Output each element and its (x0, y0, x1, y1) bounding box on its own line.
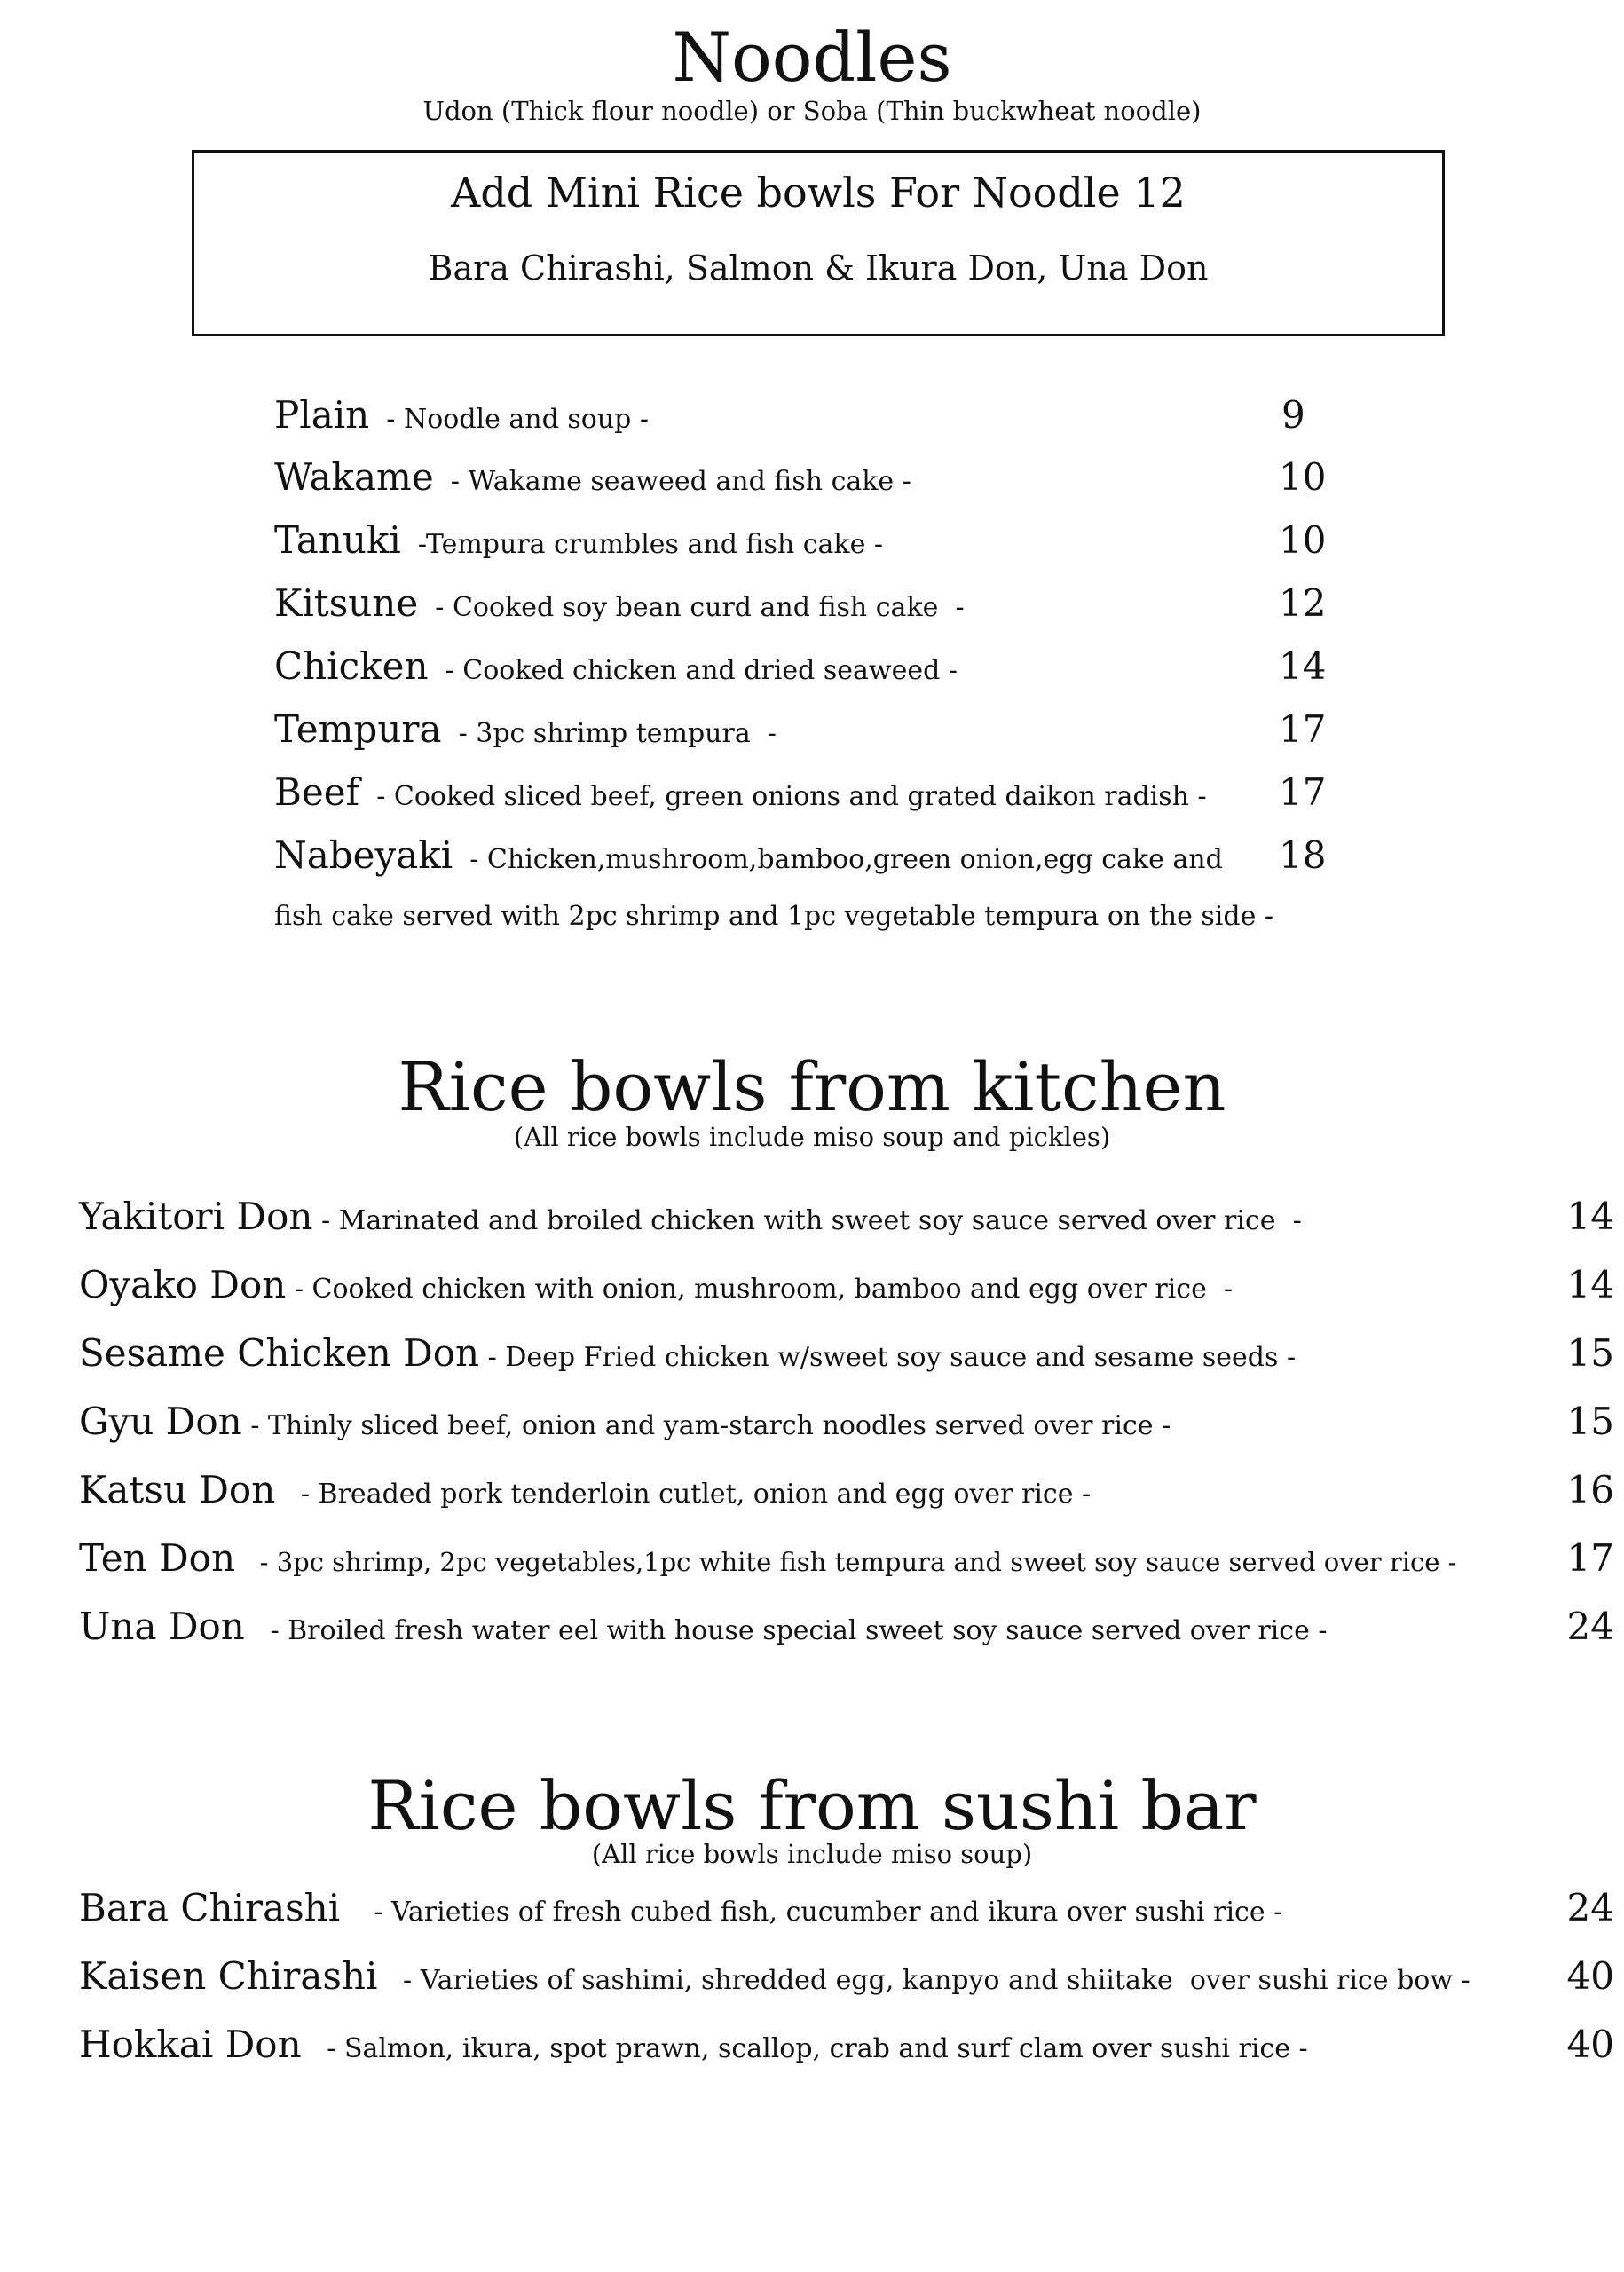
item-name: Yakitori Don (79, 1195, 313, 1238)
item-description: - Noodle and soup - (369, 404, 650, 435)
menu-item-una-don (79, 1605, 1614, 1654)
mini-rice-bowl-title: Add Mini Rice bowls For Noodle 12 (451, 169, 1186, 217)
item-description: - Salmon, ikura, spot prawn, scallop, crab and surf clam over sushi rice - (301, 2033, 1308, 2064)
item-price: 16 (1566, 1468, 1614, 1511)
item-price: 15 (1566, 1331, 1614, 1375)
item-price: 14 (1566, 1195, 1614, 1238)
item-price: 40 (1566, 1954, 1614, 1998)
menu-item-beef (274, 770, 1327, 820)
item-description: - Thinly sliced beef, onion and yam-starch noodles served over rice - (241, 1410, 1171, 1441)
item-name: Beef (274, 770, 360, 814)
item-description: - Chicken,mushroom,bamboo,green onion,egg cake and (453, 844, 1223, 875)
noodles-subtitle: Udon (Thick flour noodle) or Soba (Thin buckwheat noodle) (422, 96, 1202, 126)
menu-item-chicken (274, 644, 1327, 694)
sushi-bar-title: Rice bowls from sushi bar (367, 1766, 1257, 1845)
item-price: 18 (1279, 833, 1327, 877)
item-description: - 3pc shrimp tempura - (441, 718, 777, 749)
item-description: - Deep Fried chicken w/sweet soy sauce and sesame seeds - (479, 1342, 1297, 1373)
menu-item-tanuki (274, 518, 1327, 568)
item-name: Kitsune (274, 581, 419, 625)
item-description: - Broiled fresh water eel with house special sweet soy sauce served over rice - (244, 1615, 1328, 1646)
item-description: - 3pc shrimp, 2pc vegetables,1pc white fish tempura and sweet soy sauce served over rice - (235, 1547, 1457, 1577)
noodles-title: Noodles (672, 18, 952, 97)
menu-item-oyako-don (79, 1263, 1614, 1313)
item-name: Katsu Don (79, 1468, 276, 1511)
menu-item-kitsune (274, 581, 1327, 631)
item-name: Nabeyaki (274, 833, 453, 877)
item-description: - Cooked chicken with onion, mushroom, bamboo and egg over rice - (286, 1274, 1234, 1305)
menu-item-yakitori-don (79, 1195, 1614, 1244)
item-description: - Breaded pork tenderloin cutlet, onion and egg over rice - (275, 1479, 1092, 1510)
menu-item-plain (274, 393, 1305, 443)
menu-item-nabeyaki (274, 833, 1327, 883)
item-price: 17 (1279, 707, 1327, 751)
item-name: Sesame Chicken Don (79, 1331, 480, 1375)
item-price: 14 (1566, 1263, 1614, 1306)
menu-item-katsu-don (79, 1468, 1614, 1518)
item-description: - Marinated and broiled chicken with sweet soy sauce served over rice - (312, 1205, 1302, 1236)
item-name: Tempura (274, 707, 442, 751)
item-description: -Tempura crumbles and fish cake - (400, 529, 883, 560)
item-name: Bara Chirashi (79, 1886, 341, 1929)
item-price: 9 (1281, 393, 1305, 437)
item-name: Ten Don (79, 1536, 236, 1580)
menu-item-hokkai-don (79, 2023, 1614, 2072)
item-name: Tanuki (274, 518, 401, 562)
mini-rice-bowl-box (192, 150, 1445, 336)
item-name: Chicken (274, 644, 429, 688)
menu-item-tempura (274, 707, 1327, 757)
item-description: - Wakame seaweed and fish cake - (433, 466, 911, 497)
item-price: 10 (1279, 455, 1327, 499)
kitchen-subtitle: (All rice bowls include miso soup and pickles) (513, 1122, 1111, 1152)
item-price: 17 (1566, 1536, 1614, 1580)
item-name: Oyako Don (79, 1263, 287, 1306)
item-price: 14 (1279, 644, 1327, 688)
menu-item-sesame-chicken-don (79, 1331, 1614, 1381)
item-price: 24 (1566, 1605, 1614, 1648)
item-name: Gyu Don (79, 1400, 242, 1443)
item-price: 15 (1566, 1400, 1614, 1443)
sushi-bar-subtitle: (All rice bowls include miso soup) (591, 1839, 1033, 1869)
menu-item-ten-don (79, 1536, 1614, 1586)
nabeyaki-description-continued: fish cake served with 2pc shrimp and 1pc vegetable tempura on the side - (274, 901, 1274, 932)
item-price: 17 (1279, 770, 1327, 814)
item-description: - Varieties of sashimi, shredded egg, kanpyo and shiitake over sushi rice bow - (377, 1965, 1470, 1996)
item-description: - Cooked chicken and dried seaweed - (428, 655, 958, 686)
item-name: Wakame (274, 455, 434, 499)
item-price: 10 (1279, 518, 1327, 562)
item-name: Kaisen Chirashi (79, 1954, 378, 1998)
menu-item-bara-chirashi (79, 1886, 1614, 1936)
item-name: Hokkai Don (79, 2023, 302, 2066)
mini-rice-bowl-items: Bara Chirashi, Salmon & Ikura Don, Una Don (428, 248, 1209, 288)
menu-item-gyu-don (79, 1400, 1614, 1449)
item-price: 40 (1566, 2023, 1614, 2066)
kitchen-title: Rice bowls from kitchen (398, 1047, 1226, 1126)
item-price: 24 (1566, 1886, 1614, 1929)
item-description: - Cooked sliced beef, green onions and grated daikon radish - (359, 781, 1207, 812)
item-price: 12 (1279, 581, 1327, 625)
menu-item-kaisen-chirashi (79, 1954, 1614, 2004)
item-description: - Varieties of fresh cubed fish, cucumber and ikura over sushi rice - (340, 1897, 1283, 1928)
item-name: Una Don (79, 1605, 245, 1648)
menu-item-wakame (274, 455, 1327, 505)
item-name: Plain (274, 393, 370, 437)
item-description: - Cooked soy bean curd and fish cake - (418, 592, 965, 623)
